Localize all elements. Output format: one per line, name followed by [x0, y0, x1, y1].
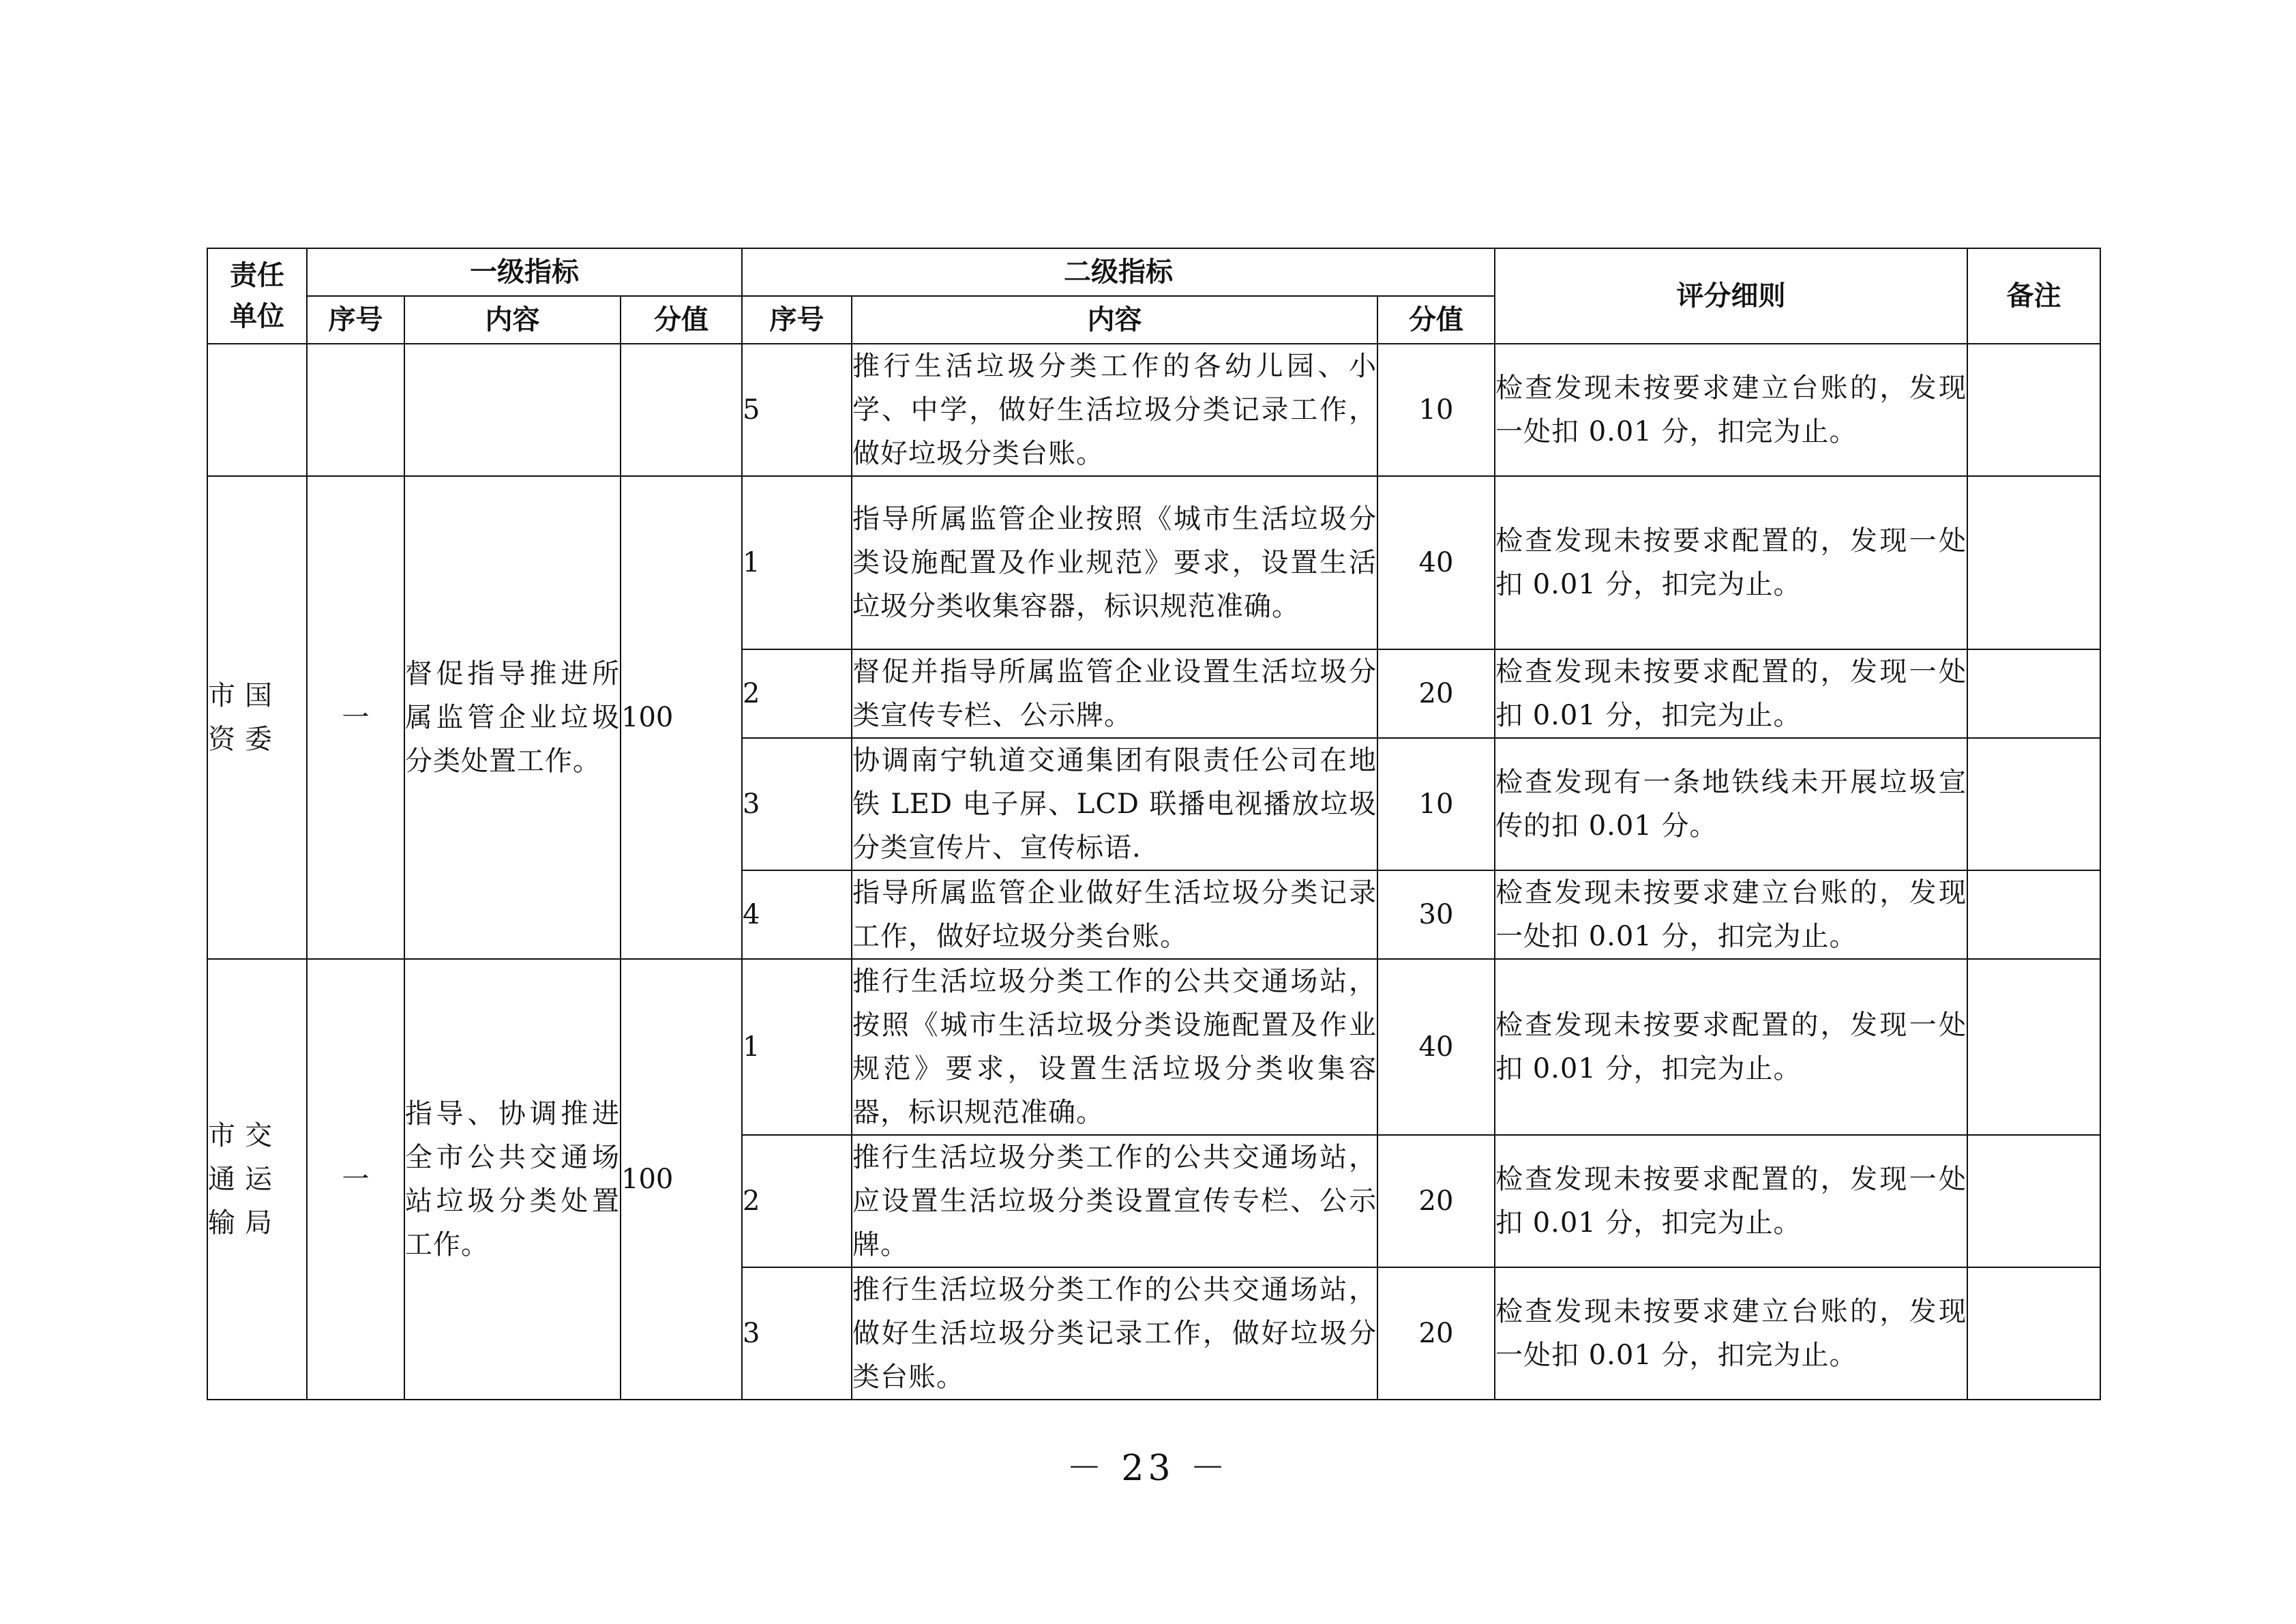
criteria-cell: 检查发现未按要求建立台账的，发现一处扣 0.01 分，扣完为止。 — [1495, 870, 1967, 959]
l1-score-cell — [621, 344, 742, 476]
l2-score-cell: 40 — [1377, 476, 1495, 649]
l1-content-cell — [404, 344, 621, 476]
page-number: － 23 － — [1066, 1448, 1230, 1489]
l2-content-cell: 推行生活垃圾分类工作的各幼儿园、小学、中学，做好生活垃圾分类记录工作，做好垃圾分类台账。 — [852, 344, 1377, 476]
criteria-cell: 检查发现未按要求配置的，发现一处扣 0.01 分，扣完为止。 — [1495, 649, 1967, 738]
header-l2-seq: 序号 — [742, 296, 852, 344]
l1-seq-cell: 一 — [307, 959, 404, 1400]
unit-cell: 市交通运输局 — [207, 959, 307, 1400]
criteria-cell: 检查发现未按要求建立台账的，发现一处扣 0.01 分，扣完为止。 — [1495, 344, 1967, 476]
l2-score-cell: 10 — [1377, 344, 1495, 476]
l2-seq-cell: 3 — [742, 738, 852, 870]
l2-seq-cell: 4 — [742, 870, 852, 959]
remark-cell — [1967, 1135, 2100, 1267]
remark-cell — [1967, 649, 2100, 738]
l1-content-cell: 指导、协调推进全市公共交通场站垃圾分类处置工作。 — [404, 959, 621, 1400]
l2-content-cell: 推行生活垃圾分类工作的公共交通场站，做好生活垃圾分类记录工作，做好垃圾分类台账。 — [852, 1267, 1377, 1400]
l1-seq-cell: 一 — [307, 476, 404, 959]
header-l1-seq: 序号 — [307, 296, 404, 344]
l1-content-cell: 督促指导推进所属监管企业垃圾分类处置工作。 — [404, 476, 621, 959]
evaluation-table — [207, 248, 2101, 1400]
l2-score-cell: 10 — [1377, 738, 1495, 870]
l2-content-cell: 督促并指导所属监管企业设置生活垃圾分类宣传专栏、公示牌。 — [852, 649, 1377, 738]
l2-seq-cell: 3 — [742, 1267, 852, 1400]
criteria-cell: 检查发现有一条地铁线未开展垃圾宣传的扣 0.01 分。 — [1495, 738, 1967, 870]
table-row — [207, 476, 2100, 649]
l2-content-cell: 协调南宁轨道交通集团有限责任公司在地铁 LED 电子屏、LCD 联播电视播放垃圾分类宣传片、宣传标语. — [852, 738, 1377, 870]
l1-score-cell: 100 — [621, 959, 742, 1400]
header-level2: 二级指标 — [742, 248, 1495, 296]
header-unit: 责任单位 — [207, 248, 307, 344]
l1-seq-cell — [307, 344, 404, 476]
l2-content-cell: 推行生活垃圾分类工作的公共交通场站，按照《城市生活垃圾分类设施配置及作业规范》要求，设置生活垃圾分类收集容器，标识规范准确。 — [852, 959, 1377, 1135]
l2-content-cell: 指导所属监管企业按照《城市生活垃圾分类设施配置及作业规范》要求，设置生活垃圾分类收集容器，标识规范准确。 — [852, 476, 1377, 649]
table-row — [207, 344, 2100, 476]
criteria-cell: 检查发现未按要求建立台账的，发现一处扣 0.01 分，扣完为止。 — [1495, 1267, 1967, 1400]
l2-score-cell: 30 — [1377, 870, 1495, 959]
header-l2-content: 内容 — [852, 296, 1377, 344]
header-criteria: 评分细则 — [1495, 248, 1967, 344]
criteria-cell: 检查发现未按要求配置的，发现一处扣 0.01 分，扣完为止。 — [1495, 476, 1967, 649]
remark-cell — [1967, 476, 2100, 649]
remark-cell — [1967, 344, 2100, 476]
remark-cell — [1967, 959, 2100, 1135]
unit-cell: 市国资委 — [207, 476, 307, 959]
l2-score-cell: 20 — [1377, 1267, 1495, 1400]
l2-seq-cell: 1 — [742, 476, 852, 649]
l2-seq-cell: 5 — [742, 344, 852, 476]
criteria-cell: 检查发现未按要求配置的，发现一处扣 0.01 分，扣完为止。 — [1495, 1135, 1967, 1267]
l2-seq-cell: 1 — [742, 959, 852, 1135]
l2-score-cell: 20 — [1377, 649, 1495, 738]
criteria-cell: 检查发现未按要求配置的，发现一处扣 0.01 分，扣完为止。 — [1495, 959, 1967, 1135]
l2-score-cell: 20 — [1377, 1135, 1495, 1267]
unit-cell — [207, 344, 307, 476]
l1-score-cell: 100 — [621, 476, 742, 959]
remark-cell — [1967, 738, 2100, 870]
l2-score-cell: 40 — [1377, 959, 1495, 1135]
table-row — [207, 959, 2100, 1135]
l2-content-cell: 指导所属监管企业做好生活垃圾分类记录工作，做好垃圾分类台账。 — [852, 870, 1377, 959]
header-l2-score: 分值 — [1377, 296, 1495, 344]
l2-seq-cell: 2 — [742, 1135, 852, 1267]
header-remarks: 备注 — [1967, 248, 2100, 344]
header-l1-content: 内容 — [404, 296, 621, 344]
remark-cell — [1967, 1267, 2100, 1400]
header-level1: 一级指标 — [307, 248, 742, 296]
l2-content-cell: 推行生活垃圾分类工作的公共交通场站，应设置生活垃圾分类设置宣传专栏、公示牌。 — [852, 1135, 1377, 1267]
l2-seq-cell: 2 — [742, 649, 852, 738]
remark-cell — [1967, 870, 2100, 959]
header-l1-score: 分值 — [621, 296, 742, 344]
